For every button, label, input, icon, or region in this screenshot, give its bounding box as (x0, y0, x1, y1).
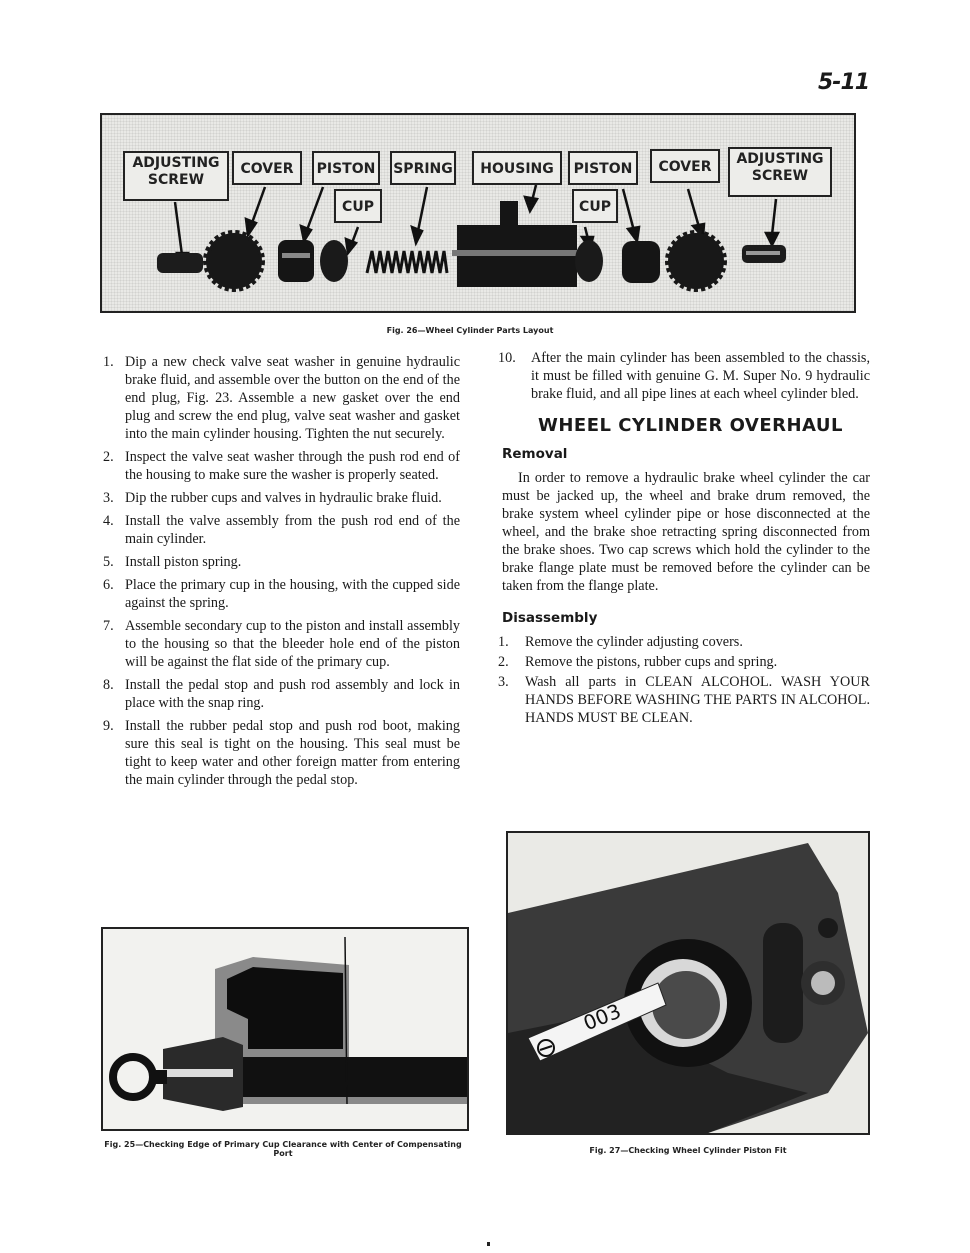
step-item: 8. Install the pedal stop and push rod assembly and lock in place with the snap ring. (103, 677, 460, 711)
step-item: 7. Assemble secondary cup to the piston and install assembly to the housing so that the bleeder hole end of the piston will be against the flat side of the primary cup. (103, 618, 460, 670)
figure-27-piston-fit-photo (506, 831, 870, 1135)
feeler-gauge-marking: 003 (579, 998, 625, 1036)
step-item: 3. Dip the rubber cups and valves in hydraulic brake fluid. (103, 490, 442, 506)
step-item: 4. Install the valve assembly from the push rod end of the main cylinder. (103, 513, 460, 547)
piston-fit-illustration (508, 833, 868, 1133)
figure-26-parts-layout (100, 113, 856, 313)
step-item: 2. Inspect the valve seat washer through the push rod end of the housing to make sure the washer is properly seated. (103, 449, 460, 483)
step-item: 10. After the main cylinder has been assembled to the chassis, it must be filled with genuine G. M. Super No. 9 hydraulic brake fluid, and all pipe lines at each wheel cylinder bled. (498, 350, 870, 402)
step-item: 9. Install the rubber pedal stop and push rod boot, making sure this seal is tight on the housing. This seal must be tight to keep water and other foreign matter from entering the main cylinder through the pedal stop. (103, 718, 460, 788)
label-cup-right: CUP (572, 189, 618, 223)
cutaway-illustration (103, 929, 467, 1129)
figure-26-caption: Fig. 26—Wheel Cylinder Parts Layout (386, 326, 554, 335)
disassembly-steps (498, 633, 870, 727)
label-housing: HOUSING (472, 151, 562, 185)
step-item: 5. Install piston spring. (103, 554, 242, 570)
label-piston-left: PISTON (312, 151, 380, 185)
step-item: 6. Place the primary cup in the housing, with the cupped side against the spring. (103, 577, 460, 611)
page-mark (487, 1242, 490, 1246)
label-cup-left: CUP (334, 189, 382, 223)
removal-text: In order to remove a hydraulic brake wheel cylinder the car must be jacked up, the wheel and brake drum removed, the brake system wheel cylinder pipe or hose disconnected at the wheel, and the brake shoe retracting spring disconnected from the brake shoes. Two cap screws which hold the cylinder to the brake flange plate must be removed before the cylinder can be taken from the flange plate. (502, 470, 870, 594)
label-piston-right: PISTON (568, 151, 638, 185)
label-adjusting-screw-right: ADJUSTING SCREW (728, 147, 832, 197)
assembly-steps-continued (498, 349, 870, 403)
left-column (103, 353, 460, 794)
figure-27-caption: Fig. 27—Checking Wheel Cylinder Piston Fit (589, 1146, 787, 1155)
label-adjusting-screw-left: ADJUSTING SCREW (123, 151, 229, 201)
label-cover-right: COVER (650, 149, 720, 183)
section-title: WHEEL CYLINDER OVERHAUL (538, 415, 844, 436)
assembly-steps (103, 353, 460, 789)
right-column (498, 349, 870, 729)
disassembly-heading: Disassembly (502, 610, 598, 626)
page-number: 5-11 (818, 70, 870, 95)
parts-illustration (102, 115, 854, 311)
step-item: 3. Wash all parts in CLEAN ALCOHOL. WASH YOUR HANDS BEFORE WASHING THE PARTS IN ALCOHOL. HANDS MUST BE CLEAN. (498, 674, 870, 726)
label-spring: SPRING (390, 151, 456, 185)
step-item: 2. Remove the pistons, rubber cups and spring. (498, 654, 778, 670)
removal-heading: Removal (502, 446, 568, 462)
figure-25-cylinder-cutaway (101, 927, 469, 1131)
step-item: 1. Dip a new check valve seat washer in genuine hydraulic brake fluid, and assemble over the button on the end of the end plug, Fig. 23. Assemble a new gasket over the end plug and screw the end plug, valve seat washer and gasket into the main cylinder housing. Tighten the nut securely. (103, 354, 460, 442)
figure-25-caption: Fig. 25—Checking Edge of Primary Cup Clearance with Center of Compensating Port (104, 1140, 462, 1158)
step-item: 1. Remove the cylinder adjusting covers. (498, 634, 743, 650)
label-cover-left: COVER (232, 151, 302, 185)
